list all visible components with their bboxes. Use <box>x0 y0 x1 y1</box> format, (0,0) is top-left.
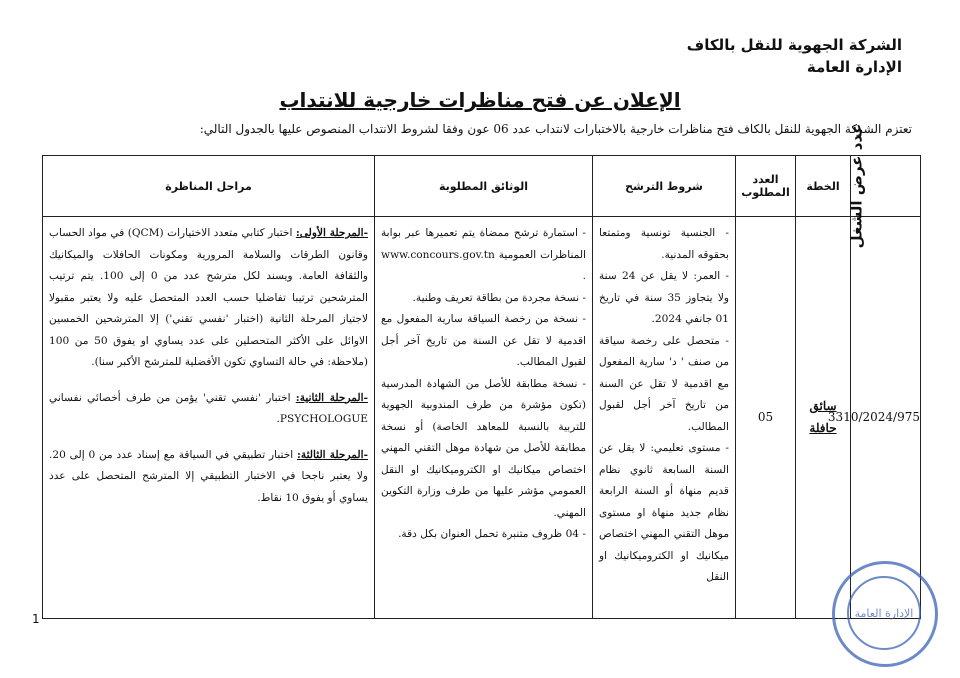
cell-count: 05 <box>736 217 796 619</box>
stage-text: اختبار تطبيقي في السياقة مع إسناد عدد من 0 إلى 20. ولا يعتبر ناجحا في الاختبار التطبيقي إلا المترشح المتحصل على عدد يساوي أو يفوق 10 نقاط. <box>49 448 368 504</box>
document-item: - نسخة مطابقة للأصل من الشهادة المدرسية (تكون مؤشرة من طرف المندوبية الجهوية للتربية بالنسبة للمعاهد الخاصة) أو نسخة مطابقة للأصل من شهادة موهل التقني المهني اختصاص ميكانيك او الكتروميكانيك او النقل العمومي مؤشر عليها من طرف وزارة التكوين المهني. <box>381 377 586 519</box>
company-name: الشركة الجهوية للنقل بالكاف <box>686 36 902 54</box>
cell-stages <box>43 217 375 619</box>
stage-item <box>49 388 368 431</box>
stage-label: -المرحلة الأولى: <box>295 227 368 239</box>
page-number: 1 <box>32 612 40 626</box>
header-stages: مراحل المناظرة <box>43 156 375 217</box>
stage-text: اختبار كتابي متعدد الاختيارات (QCM) في مواد الحساب وقانون الطرقات والسلامة المرورية ومكونات الحافلات والميكانيك والثقافة العامة. ويسند لكل مترشح عدد من 0 إلى 100. يتم ترتيب المترشحين ترتيبا تفاضليا حسب العدد المتحصل عليه ولا يعتبر مقبولا لاجتياز المرحلة الثانية (اختبار 'نفسي تقني') إلا المترشحين الخمسين الاوائل على الأكثر المتحصلين على عدد يساوي او يفوق 50 من 100 (ملاحظة: في حالة التساوي تكون الأفضلية للمترشح الأكبر سنا). <box>49 227 369 368</box>
condition-item: - مستوى تعليمي: لا يقل عن السنة السابعة ثانوي نظام قديم منهاة أو السنة الرابعة نظام جديد منهاة او مستوى موهل التقني المهني اختصاص ميكانيك او الكتروميكانيك او النقل <box>599 442 729 583</box>
header-count: العدد المطلوب <box>736 156 796 217</box>
cell-conditions <box>593 217 736 619</box>
stage-label: -المرحلة الثانية: <box>295 391 368 404</box>
document-item: - نسخة من رخصة السياقة سارية المفعول مع اقدمية لا تقل عن السنة من تاريخ آخر أجل لقبول المطالب. <box>381 313 586 368</box>
stage-item <box>49 223 368 374</box>
stage-item <box>49 445 368 510</box>
table-row <box>43 217 921 619</box>
stamp-label: الإدارة العامة <box>847 576 921 650</box>
condition-item: - متحصل على رخصة سياقة من صنف ' د' سارية المفعول مع اقدمية لا تقل عن السنة من تاريخ آخر أجل لقبول المطالب. <box>599 334 729 433</box>
stage-label: -المرحلة الثالثة: <box>297 448 368 461</box>
official-stamp <box>832 561 938 667</box>
condition-item: - العمر: لا يقل عن 24 سنة ولا يتجاوز 35 سنة في تاريخ 01 جانفي 2024. <box>599 270 730 325</box>
cell-documents <box>375 217 593 619</box>
intro-text: تعتزم الشركة الجهوية للنقل بالكاف فتح مناظرات خارجية بالاختبارات لانتداب عدد 06 عون وفقا لشروط الانتداب المنصوص عليها بالجدول التالي: <box>199 122 912 136</box>
document-item: - نسخة مجردة من بطاقة تعريف وطنية. <box>412 291 586 304</box>
stage-text: اختبار 'نفسي تقني' يؤمن من طرف أخصائي نفساني PSYCHOLOGUE. <box>49 391 368 425</box>
header-org <box>687 34 902 78</box>
document-item: - استمارة ترشح ممضاة يتم تعميرها عبر بوابة المناظرات العمومية www.concours.gov.tn . <box>381 227 586 282</box>
header-documents: الوثائق المطلوبة <box>375 156 593 217</box>
table-header-row <box>43 156 921 217</box>
header-conditions: شروط الترشح <box>593 156 736 217</box>
header-offer-no: عدد عرض الشغل <box>851 156 921 217</box>
cell-position: سائق حافلة <box>796 217 851 619</box>
condition-item: - الجنسية تونسية ومتمتعا بحقوقه المدنية. <box>599 227 729 261</box>
document-item: - 04 ظروف متنبرة تحمل العنوان بكل دقة. <box>398 528 586 540</box>
header-position: الخطة <box>796 156 851 217</box>
page-title: الإعلان عن فتح مناظرات خارجية للانتداب <box>279 88 681 112</box>
department-name: الإدارة العامة <box>806 58 902 76</box>
cell-offer-no: 3310/2024/975 <box>851 217 921 619</box>
